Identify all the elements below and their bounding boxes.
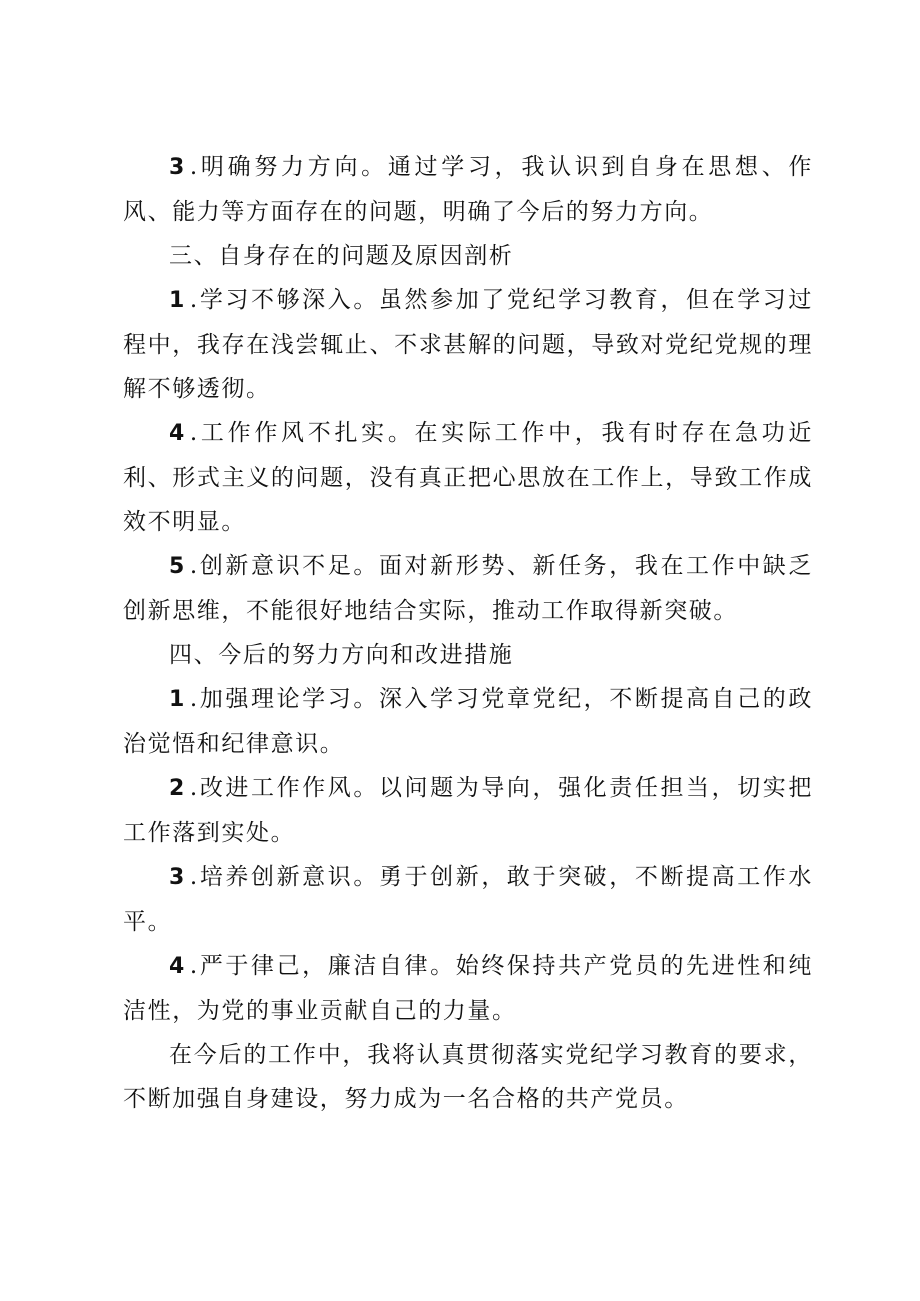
heading-text: 四、今后的努力方向和改进措施 [169,642,514,668]
paragraph-text: .严于律己，廉洁自律。始终保持共产党员的先进性和纯洁性，为党的事业贡献自己的力量。 [123,953,813,1024]
paragraph-work-style [123,411,813,544]
paragraph-theory [123,677,813,766]
paragraph-text: .培养创新意识。勇于创新，敢于突破，不断提高工作水平。 [123,864,813,935]
paragraph-conclusion [123,1033,813,1121]
paragraph-text: .明确努力方向。通过学习，我认识到自身在思想、作风、能力等方面存在的问题，明确了今后的努力方向。 [123,154,813,225]
item-number: 3 [169,155,186,180]
item-number: 2 [169,776,186,801]
paragraph-text: 在今后的工作中，我将认真贯彻落实党纪学习教育的要求，不断加强自身建设，努力成为一名合格的共产党员。 [123,1042,813,1112]
paragraph-improve-style [123,766,813,855]
paragraph-cultivate-innovation [123,855,813,944]
item-number: 4 [169,421,186,446]
paragraph-direction [123,145,813,234]
item-number: 3 [169,865,186,890]
paragraph-text: .改进工作作风。以问题为导向，强化责任担当，切实把工作落到实处。 [123,775,813,846]
section-heading-measures [123,633,813,677]
paragraph-innovation [123,544,813,633]
item-number: 1 [169,687,186,712]
section-heading-problems [123,234,813,278]
item-number: 1 [169,288,186,313]
item-number: 5 [169,554,186,579]
paragraph-study [123,278,813,411]
paragraph-text: .工作作风不扎实。在实际工作中，我有时存在急功近利、形式主义的问题，没有真正把心思放在工作上，导致工作成效不明显。 [123,420,813,535]
heading-text: 三、自身存在的问题及原因剖析 [169,243,514,269]
paragraph-text: .加强理论学习。深入学习党章党纪，不断提高自己的政治觉悟和纪律意识。 [123,686,813,757]
paragraph-text: .学习不够深入。虽然参加了党纪学习教育，但在学习过程中，我存在浅尝辄止、不求甚解的问题，导致对党纪党规的理解不够透彻。 [123,287,813,402]
paragraph-text: .创新意识不足。面对新形势、新任务，我在工作中缺乏创新思维，不能很好地结合实际，推动工作取得新突破。 [123,553,813,624]
paragraph-self-discipline [123,944,813,1033]
document-body [123,145,813,1121]
item-number: 4 [169,954,186,979]
